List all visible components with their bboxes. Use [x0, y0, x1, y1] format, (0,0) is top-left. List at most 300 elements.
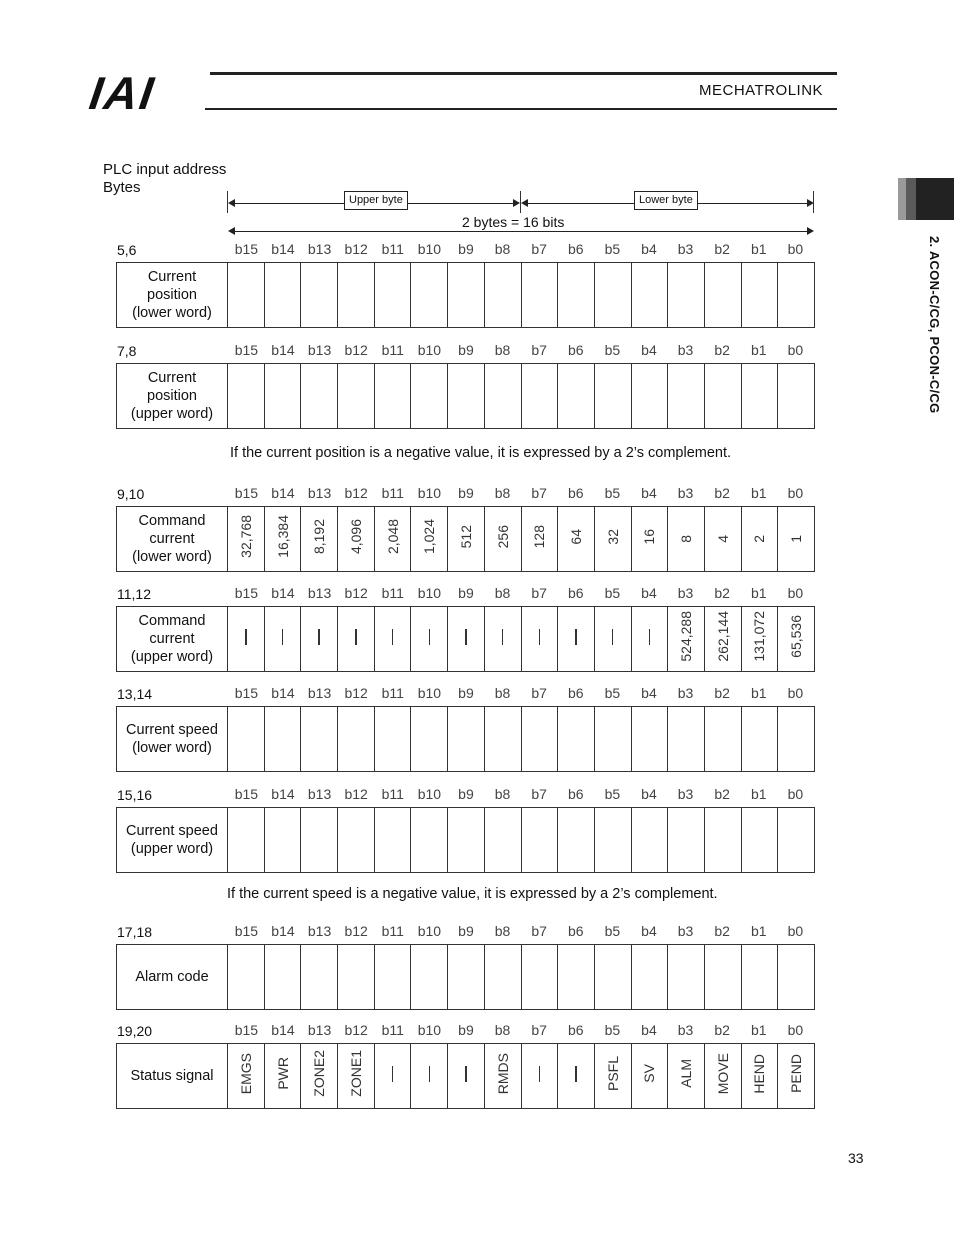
bit-label: b11 [381, 342, 404, 358]
bit-cell [668, 707, 705, 772]
bit-cell [301, 507, 338, 572]
bit-label: b1 [750, 342, 767, 358]
bit-cell [668, 808, 705, 873]
unused-bit-mark [429, 629, 431, 645]
bit-cell [448, 507, 485, 572]
bit-label: b2 [714, 923, 730, 939]
bit-label: b11 [381, 585, 404, 601]
bit-cell [301, 263, 338, 328]
bit-cell [741, 607, 778, 672]
bit-label: b14 [271, 1022, 295, 1038]
bit-cell [264, 808, 301, 873]
unused-bit-mark [502, 629, 504, 645]
bit-cell [594, 263, 631, 328]
bit-label: b4 [641, 685, 657, 701]
register-table [116, 807, 815, 873]
bit-cell [704, 707, 741, 772]
register-address: 5,6 [117, 242, 137, 258]
bit-label: b1 [750, 485, 767, 501]
bit-cell [374, 1044, 411, 1109]
bit-cell [521, 507, 558, 572]
bit-cell [594, 607, 631, 672]
unused-bit-mark [539, 629, 541, 645]
bit-value: SV [641, 1064, 658, 1083]
register-name [117, 263, 228, 328]
bit-value: 8 [678, 535, 695, 543]
unused-bit-mark [649, 629, 651, 645]
bit-label: b3 [677, 342, 694, 358]
bit-cell [264, 263, 301, 328]
bit-label: b13 [307, 786, 332, 802]
arrow-left-icon [228, 199, 235, 207]
arrow-left-icon [228, 227, 235, 235]
bit-cell [594, 808, 631, 873]
bit-cell [778, 263, 815, 328]
bit-cell [228, 607, 265, 672]
bit-value: PWR [274, 1057, 291, 1090]
bit-cell [338, 263, 375, 328]
bit-label: b15 [234, 923, 259, 939]
plc-address-label: PLC input address [103, 161, 227, 178]
bit-label: b14 [271, 786, 295, 802]
bit-label: b4 [641, 923, 657, 939]
bit-label: b8 [494, 585, 511, 601]
bit-cell [594, 707, 631, 772]
bit-value: 4 [714, 535, 731, 543]
bit-cell [521, 1044, 558, 1109]
bit-cell [374, 263, 411, 328]
bit-cell [558, 507, 595, 572]
register-table [116, 363, 815, 429]
bit-label: b3 [677, 585, 694, 601]
bit-cell [374, 808, 411, 873]
bit-cell [521, 607, 558, 672]
bit-cell [558, 1044, 595, 1109]
bit-cell [411, 263, 448, 328]
bit-cell [411, 607, 448, 672]
register-name [117, 507, 228, 572]
unused-bit-mark [539, 1066, 541, 1082]
unused-bit-mark [575, 629, 577, 645]
unused-bit-mark [612, 629, 614, 645]
bit-cell [411, 364, 448, 429]
bit-cell [704, 364, 741, 429]
bit-label: b10 [417, 923, 442, 939]
bit-label: b5 [604, 1022, 621, 1038]
bit-value: ZONE2 [311, 1050, 328, 1097]
bit-label: b14 [271, 585, 295, 601]
bit-label: b0 [787, 1022, 804, 1038]
register-name-line: current [149, 531, 195, 547]
bit-label: b0 [787, 342, 804, 358]
bit-label: b3 [677, 685, 694, 701]
register-name [117, 808, 228, 873]
bit-cell [448, 1044, 485, 1109]
bit-cell [668, 263, 705, 328]
register-address: 17,18 [117, 924, 153, 940]
bit-cell [228, 808, 265, 873]
bit-label: b1 [750, 241, 767, 257]
register-table [116, 1043, 815, 1109]
bit-cell [741, 364, 778, 429]
bit-label: b7 [531, 241, 547, 257]
total-bits-arrow [232, 231, 809, 232]
bit-cell [521, 263, 558, 328]
bit-label: b5 [604, 241, 621, 257]
bit-value: HEND [751, 1053, 768, 1094]
bit-label: b1 [750, 786, 767, 802]
bit-label: b3 [677, 1022, 694, 1038]
bit-value: 524,288 [678, 611, 695, 662]
bit-cell [778, 364, 815, 429]
bit-label: b2 [714, 342, 730, 358]
bit-label: b15 [234, 485, 259, 501]
bit-cell [778, 707, 815, 772]
register-name-line: Command [138, 613, 206, 629]
bit-cell [704, 945, 741, 1010]
bit-cell [631, 1044, 668, 1109]
bit-cell [228, 263, 265, 328]
bit-cell [741, 263, 778, 328]
bit-label: b8 [494, 1022, 511, 1038]
unused-bit-mark [392, 629, 394, 645]
register-address: 13,14 [117, 686, 153, 702]
bit-cell [301, 707, 338, 772]
bit-label: b4 [641, 241, 657, 257]
bit-cell [338, 707, 375, 772]
bit-cell [668, 607, 705, 672]
bit-label: b12 [344, 786, 368, 802]
bit-cell [301, 364, 338, 429]
bit-value: 1 [788, 535, 805, 543]
bit-label: b12 [344, 241, 368, 257]
bit-label: b14 [271, 923, 295, 939]
bit-cell [264, 1044, 301, 1109]
register-name-line: Status signal [130, 1068, 214, 1084]
bit-label: b8 [494, 923, 511, 939]
bit-cell [448, 607, 485, 672]
bit-label: b2 [714, 1022, 730, 1038]
bit-value: 16,384 [274, 515, 291, 558]
bit-cell [741, 808, 778, 873]
bit-cell [521, 945, 558, 1010]
bit-cell [448, 945, 485, 1010]
register-table [116, 506, 815, 572]
bit-label: b3 [677, 485, 694, 501]
bit-cell [301, 808, 338, 873]
bit-label: b1 [750, 585, 767, 601]
register-name-line: current [149, 631, 195, 647]
bit-cell [631, 945, 668, 1010]
bit-cell [704, 507, 741, 572]
bit-label: b4 [641, 1022, 657, 1038]
bit-label: b7 [531, 1022, 547, 1038]
speed-note: If the current speed is a negative value, it is expressed by a 2’s complement. [227, 886, 718, 902]
bit-label: b0 [787, 241, 804, 257]
bit-value: 65,536 [788, 615, 805, 658]
bit-label: b10 [417, 1022, 442, 1038]
bit-label: b6 [567, 241, 584, 257]
bit-cell [374, 507, 411, 572]
bit-cell [778, 1044, 815, 1109]
bit-cell [338, 945, 375, 1010]
bit-label: b0 [787, 485, 804, 501]
bit-label: b3 [677, 786, 694, 802]
bit-cell [631, 707, 668, 772]
bit-value: 32,768 [237, 515, 254, 558]
bit-cell [448, 707, 485, 772]
bit-label: b9 [458, 685, 474, 701]
register-table [116, 606, 815, 672]
bit-cell [521, 707, 558, 772]
position-note: If the current position is a negative value, it is expressed by a 2’s complement. [230, 445, 732, 461]
bit-cell [374, 364, 411, 429]
bit-label: b8 [494, 685, 511, 701]
bit-label: b1 [750, 685, 767, 701]
bit-label: b7 [531, 585, 547, 601]
bit-label: b15 [234, 585, 259, 601]
bit-label: b9 [458, 485, 474, 501]
bit-label: b2 [714, 485, 730, 501]
bit-cell [411, 945, 448, 1010]
bit-label: b2 [714, 241, 730, 257]
register-table [116, 706, 815, 772]
bit-cell [338, 1044, 375, 1109]
bit-label: b4 [641, 585, 657, 601]
bit-cell [594, 364, 631, 429]
bit-value: PEND [788, 1054, 805, 1093]
bit-label: b8 [494, 241, 511, 257]
bit-cell [668, 945, 705, 1010]
bit-cell [484, 607, 521, 672]
bit-cell [228, 945, 265, 1010]
register-name-line: position [147, 388, 197, 404]
bit-label: b8 [494, 342, 511, 358]
bit-label: b7 [531, 342, 547, 358]
bit-cell [741, 507, 778, 572]
page-number: 33 [848, 1150, 864, 1166]
register-address: 15,16 [117, 787, 153, 803]
bit-cell [558, 707, 595, 772]
bit-cell [484, 364, 521, 429]
bit-label: b13 [307, 585, 332, 601]
register-name-line: (lower word) [132, 740, 212, 756]
bit-label: b8 [494, 786, 511, 802]
register-name-line: Command [138, 513, 206, 529]
bit-label: b4 [641, 342, 657, 358]
lower-byte-label: Lower byte [634, 191, 698, 210]
header-rule-bottom [205, 108, 837, 110]
bit-cell [374, 707, 411, 772]
bit-cell [631, 263, 668, 328]
chapter-tab-label: 2. ACON-C/CG, PCON-C/CG [927, 236, 942, 414]
bit-value: 1,024 [421, 518, 438, 555]
bit-cell [338, 364, 375, 429]
bit-label: b12 [344, 585, 368, 601]
register-name [117, 607, 228, 672]
bit-label: b15 [234, 241, 259, 257]
register-address: 19,20 [117, 1023, 153, 1039]
register-table [116, 262, 815, 328]
unused-bit-mark [429, 1066, 431, 1082]
bit-label: b10 [417, 585, 442, 601]
register-name [117, 945, 228, 1010]
bit-label: b14 [271, 685, 295, 701]
register-name [117, 707, 228, 772]
bit-cell [558, 364, 595, 429]
register-name-line: Current speed [126, 823, 218, 839]
bit-label: b8 [494, 485, 511, 501]
bit-label: b7 [531, 923, 547, 939]
bit-cell [411, 507, 448, 572]
bit-cell [411, 707, 448, 772]
bit-cell [704, 1044, 741, 1109]
bit-cell [778, 507, 815, 572]
bit-label: b12 [344, 923, 368, 939]
bit-label: b0 [787, 685, 804, 701]
bit-cell [558, 607, 595, 672]
bit-cell [484, 507, 521, 572]
bit-label: b13 [307, 342, 332, 358]
bit-cell [228, 364, 265, 429]
bit-label: b5 [604, 786, 621, 802]
bit-label: b14 [271, 485, 295, 501]
bit-label: b9 [458, 342, 474, 358]
bit-label: b15 [234, 1022, 259, 1038]
iai-logo: IAI [86, 67, 159, 119]
bit-cell [411, 808, 448, 873]
bit-value: 64 [568, 528, 585, 545]
bit-label: b11 [381, 923, 404, 939]
unused-bit-mark [245, 629, 247, 645]
bit-label: b11 [381, 786, 404, 802]
register-address: 9,10 [117, 486, 145, 502]
bit-cell [668, 507, 705, 572]
unused-bit-mark [355, 629, 357, 645]
bit-label: b14 [271, 241, 295, 257]
bit-cell [448, 808, 485, 873]
bit-label: b6 [567, 1022, 584, 1038]
bit-value: 262,144 [714, 611, 731, 662]
bit-value: 2 [751, 535, 768, 543]
bit-cell [338, 507, 375, 572]
chapter-tab-marker [898, 178, 954, 220]
bit-label: b7 [531, 786, 547, 802]
bit-cell [264, 607, 301, 672]
register-address: 11,12 [117, 586, 151, 602]
bit-value: 32 [604, 528, 621, 545]
bit-cell [374, 607, 411, 672]
register-name [117, 364, 228, 429]
bit-cell [558, 263, 595, 328]
bit-cell [741, 707, 778, 772]
bit-cell [264, 707, 301, 772]
bit-cell [594, 945, 631, 1010]
unused-bit-mark [465, 1066, 467, 1082]
bit-cell [704, 263, 741, 328]
bit-label: b12 [344, 1022, 368, 1038]
register-name-line: (upper word) [130, 406, 214, 422]
bit-label: b2 [714, 685, 730, 701]
bit-cell [668, 364, 705, 429]
bit-value: ZONE1 [347, 1050, 364, 1097]
header-rule-top [210, 72, 837, 75]
bit-label: b9 [458, 241, 474, 257]
bit-label: b4 [641, 786, 657, 802]
bit-cell [631, 808, 668, 873]
bit-cell [558, 808, 595, 873]
bit-label: b10 [417, 342, 442, 358]
bit-label: b11 [381, 241, 404, 257]
bit-label: b10 [417, 685, 442, 701]
bit-label: b13 [307, 1022, 332, 1038]
register-address: 7,8 [117, 343, 137, 359]
bit-cell [484, 263, 521, 328]
bit-label: b10 [417, 786, 442, 802]
bit-label: b9 [458, 1022, 474, 1038]
bit-cell [631, 607, 668, 672]
bit-cell [704, 607, 741, 672]
bit-label: b5 [604, 485, 621, 501]
bit-value: 256 [494, 524, 511, 549]
bit-value: 16 [641, 528, 658, 545]
bit-label: b9 [458, 923, 474, 939]
bit-cell [558, 945, 595, 1010]
bit-label: b15 [234, 342, 259, 358]
bit-label: b0 [787, 923, 804, 939]
bit-label: b7 [531, 485, 547, 501]
bit-cell [264, 945, 301, 1010]
bit-cell [594, 1044, 631, 1109]
bit-label: b6 [567, 485, 584, 501]
arrow-right-icon [807, 199, 814, 207]
bit-label: b13 [307, 485, 332, 501]
bit-cell [778, 945, 815, 1010]
bit-value: 131,072 [751, 611, 768, 662]
bit-label: b11 [381, 1022, 404, 1038]
bit-label: b10 [417, 241, 442, 257]
bit-label: b0 [787, 585, 804, 601]
bit-label: b6 [567, 923, 584, 939]
unused-bit-mark [282, 629, 284, 645]
bit-label: b10 [417, 485, 442, 501]
register-name-line: (upper word) [130, 841, 214, 857]
upper-byte-label: Upper byte [344, 191, 408, 210]
bit-cell [264, 364, 301, 429]
bit-cell [301, 1044, 338, 1109]
bit-label: b6 [567, 685, 584, 701]
register-name-line: (lower word) [132, 305, 212, 321]
bit-value: 512 [457, 524, 474, 549]
bit-value: 4,096 [347, 518, 364, 555]
bit-label: b6 [567, 342, 584, 358]
bit-value: MOVE [714, 1052, 731, 1095]
bit-cell [668, 1044, 705, 1109]
bit-cell [484, 808, 521, 873]
bit-cell [264, 507, 301, 572]
bit-label: b15 [234, 786, 259, 802]
bit-label: b0 [787, 786, 804, 802]
arrow-right-icon [513, 199, 520, 207]
bit-label: b12 [344, 342, 368, 358]
bit-label: b3 [677, 923, 694, 939]
unused-bit-mark [392, 1066, 394, 1082]
bit-label: b12 [344, 485, 368, 501]
register-name-line: Current speed [126, 722, 218, 738]
bit-cell [448, 364, 485, 429]
bit-value: 2,048 [384, 518, 401, 555]
bit-label: b1 [750, 923, 767, 939]
